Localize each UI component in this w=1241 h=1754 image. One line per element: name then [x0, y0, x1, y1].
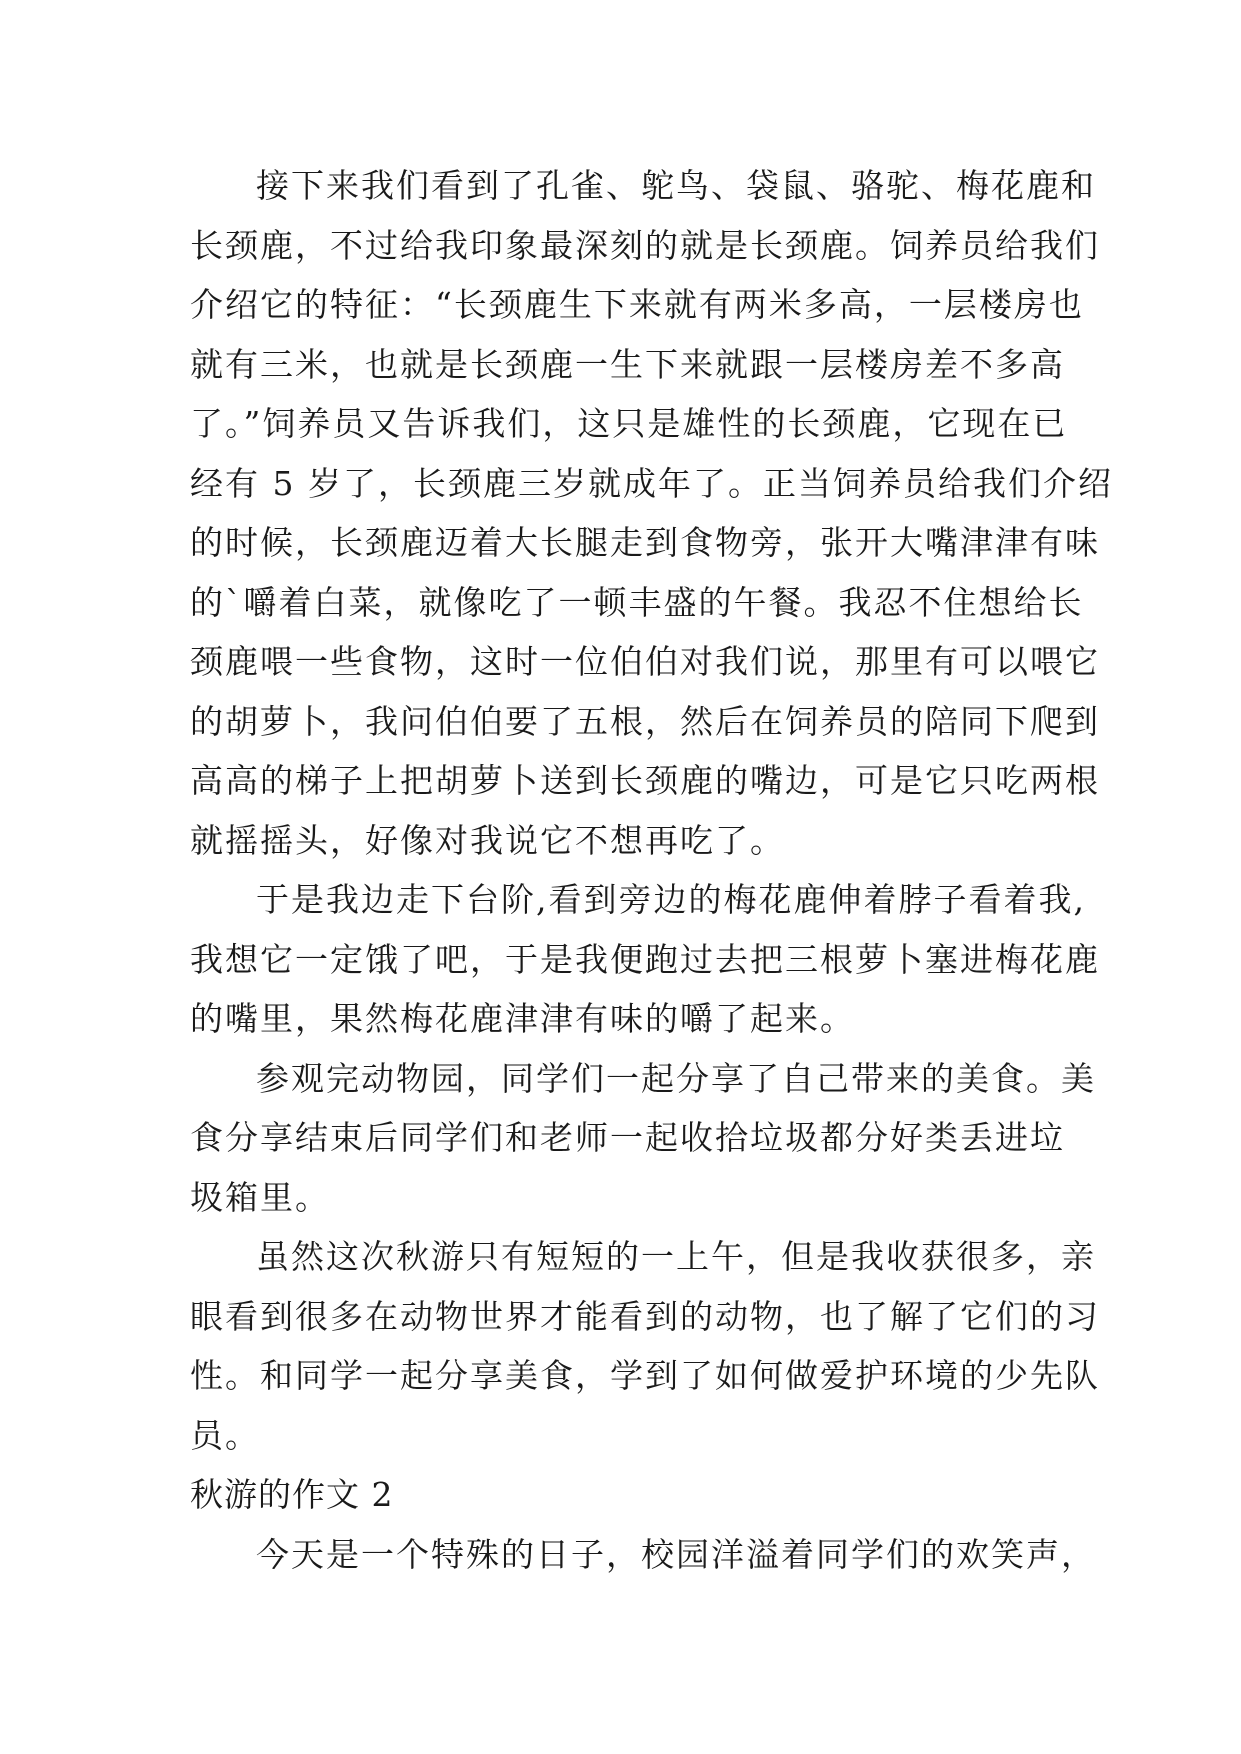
- paragraph: [190, 1227, 1100, 1465]
- text-line: 就摇摇头，好像对我说它不想再吃了。: [190, 820, 785, 860]
- paragraph: [190, 870, 1100, 1049]
- section-heading: 秋游的作文 2: [190, 1475, 394, 1514]
- paragraph: [190, 1049, 1096, 1228]
- text-line: 参观完动物园，同学们一起分享了自己带来的美食。美: [256, 1058, 1096, 1098]
- text-line: 我想它一定饿了吧，于是我便跑过去把三根萝卜塞进梅花鹿: [190, 939, 1100, 979]
- text-line: 性。和同学一起分享美食，学到了如何做爱护环境的少先队: [190, 1356, 1100, 1395]
- text-line: 眼看到很多在动物世界才能看到的动物，也了解了它们的习: [190, 1296, 1100, 1336]
- paragraph: [190, 156, 1113, 870]
- document-body: [190, 156, 1113, 1584]
- text-line: 食分享结束后同学们和老师一起收拾垃圾都分好类丢进垃: [190, 1118, 1065, 1157]
- text-line: 接下来我们看到了孔雀、鸵鸟、袋鼠、骆驼、梅花鹿和: [256, 166, 1096, 205]
- text-line: 的`嚼着白菜，就像吃了一顿丰盛的午餐。我忍不住想给长: [190, 582, 1084, 622]
- text-line: 颈鹿喂一些食物，这时一位伯伯对我们说，那里有可以喂它: [190, 642, 1100, 681]
- text-line: 的嘴里，果然梅花鹿津津有味的嚼了起来。: [190, 999, 855, 1038]
- text-line: 于是我边走下台阶,看到旁边的梅花鹿伸着脖子看着我,: [256, 880, 1086, 919]
- text-line: 了。”饲养员又告诉我们，这只是雄性的长颈鹿，它现在已: [190, 404, 1068, 443]
- text-line: 长颈鹿，不过给我印象最深刻的就是长颈鹿。饲养员给我们: [190, 225, 1100, 265]
- text-line: 经有 5 岁了，长颈鹿三岁就成年了。正当饲养员给我们介绍: [190, 463, 1113, 503]
- text-line: 圾箱里。: [190, 1177, 330, 1217]
- text-line: 高高的梯子上把胡萝卜送到长颈鹿的嘴边，可是它只吃两根: [190, 761, 1100, 800]
- text-line: 的胡萝卜，我问伯伯要了五根，然后在饲养员的陪同下爬到: [190, 701, 1100, 741]
- text-line: 虽然这次秋游只有短短的一上午，但是我收获很多，亲: [256, 1237, 1096, 1276]
- text-line: 的时候，长颈鹿迈着大长腿走到食物旁，张开大嘴津津有味: [190, 523, 1100, 562]
- text-line: 今天是一个特殊的日子，校园洋溢着同学们的欢笑声，: [256, 1534, 1096, 1574]
- paragraph: [190, 1525, 1096, 1585]
- text-line: 介绍它的特征：“长颈鹿生下来就有两米多高，一层楼房也: [190, 285, 1084, 324]
- text-line: 员。: [190, 1415, 260, 1455]
- text-line: 就有三米，也就是长颈鹿一生下来就跟一层楼房差不多高: [190, 344, 1065, 384]
